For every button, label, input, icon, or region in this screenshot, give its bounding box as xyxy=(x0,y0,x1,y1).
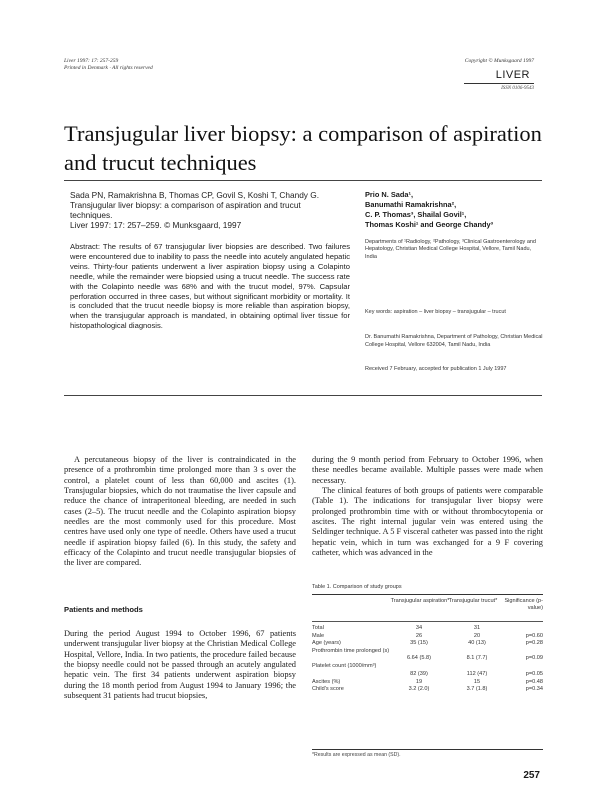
table-bottom-rule xyxy=(312,749,543,750)
citation-block xyxy=(70,190,345,230)
table-header-aspiration: Transjugular aspiration* xyxy=(390,598,450,604)
author-line: Banumathi Ramakrishna², xyxy=(365,200,457,209)
cell-trucut: 31 xyxy=(473,625,481,631)
methods-paragraph: During the period August 1994 to October 1996, 67 patients underwent transjugular liver biopsy at the Christian Medical College Hospital, Vellore, India. In two patients, the procedure failed because the biopsy needle could not be passed through an acutely angulated hepatic vein. The first 34 patients underwent aspiration biopsy during the 18 month period from August 1994 to January 1996; the subsequent 31 patients had trucut biopsies, xyxy=(64,629,296,701)
keywords: Key words: aspiration – liver biopsy – transjugular – trucut xyxy=(365,309,506,315)
table-header-rule xyxy=(312,621,543,622)
cell-aspiration: 26 xyxy=(415,632,423,639)
cell-trucut: 112 (47) xyxy=(466,670,488,677)
row-label: Child's score xyxy=(312,686,344,693)
article-title: Transjugular liver biopsy: a comparison of aspiration and trucut techniques xyxy=(64,121,542,175)
row-label: Age (years) xyxy=(312,640,341,647)
issn: ISSN 0106-9543 xyxy=(501,86,534,91)
section-heading: Patients and methods xyxy=(64,605,143,614)
author-list xyxy=(365,190,543,230)
table-header-significance: Significance (p-value) xyxy=(504,598,543,611)
body-right-column xyxy=(312,455,543,558)
row-label: Male xyxy=(312,632,325,639)
table-row xyxy=(312,648,543,663)
row-label: Ascites (%) xyxy=(312,678,341,685)
cell-trucut: 8.1 (7.7) xyxy=(466,655,488,662)
cell-significance: p=0.48 xyxy=(525,678,543,685)
journal-citation-line: Liver 1997: 17: 257-259 xyxy=(64,58,119,64)
table-row xyxy=(312,640,543,648)
table-row xyxy=(312,663,543,678)
cell-significance: p=0.09 xyxy=(525,655,543,662)
table-row xyxy=(312,686,543,694)
cell-significance: p=0.34 xyxy=(525,686,543,693)
journal-name: LIVER xyxy=(495,69,530,81)
abstract-top-rule xyxy=(64,180,542,181)
row-label: Total xyxy=(312,625,324,631)
cell-aspiration: 3.2 (2.0) xyxy=(408,686,430,693)
cell-aspiration: 82 (39) xyxy=(410,670,428,677)
citation-source: Liver 1997: 17: 257–259. © Munksgaard, 1997 xyxy=(70,220,242,230)
body-left-column xyxy=(64,455,296,569)
table-row xyxy=(312,633,543,641)
cell-aspiration: 34 xyxy=(415,625,423,631)
table-caption: Table 1. Comparison of study groups xyxy=(312,584,402,590)
right-paragraph-2: The clinical features of both groups of patients were comparable (Table 1). The indications for transjugular liver biopsy were prolonged prothrombin time with or without thrombocytopenia or ascites. The right internal jugular vein was entered using the Seldinger technique. A 5 F visceral catheter was passed into the right hepatic vein, which in turn was exchanged for a 9 F covering catheter, which was advanced in the xyxy=(312,486,543,558)
cell-significance: p=0.28 xyxy=(525,640,543,647)
cell-trucut: 15 xyxy=(473,678,481,685)
cell-trucut: 3.7 (1.8) xyxy=(466,686,488,693)
affiliation: Departments of ¹Radiology, ²Pathology, ³Clinical Gastroenterology and Hepatology, Christian Medical College Hospital, Vellore, Tamil Nadu, India xyxy=(365,239,536,260)
abstract-bottom-rule xyxy=(64,395,542,396)
citation-text: Sada PN, Ramakrishna B, Thomas CP, Govil S, Koshi T, Chandy G. Transjugular liver biopsy: a comparison of aspiration and trucut techniques. xyxy=(70,190,320,220)
cell-aspiration: 19 xyxy=(415,678,423,685)
cell-trucut: 40 (13) xyxy=(468,640,486,647)
table-body xyxy=(312,625,543,694)
copyright-line: Copyright © Munksgaard 1997 xyxy=(464,58,534,64)
table-header-trucut: Transjugular trucut* xyxy=(448,598,498,604)
printed-line: Printed in Denmark · All rights reserved xyxy=(64,65,153,71)
journal-rule xyxy=(464,83,534,84)
table-top-rule xyxy=(312,594,543,595)
row-label: Platelet count (1000/mm³) xyxy=(312,663,377,670)
received-date: Received 7 February, accepted for publication 1 July 1997 xyxy=(365,366,507,372)
cell-aspiration: 35 (15) xyxy=(410,640,428,647)
author-line: C. P. Thomas³, Shailal Govil¹, xyxy=(365,210,467,219)
correspondence: Dr. Banumathi Ramakrishna, Department of Pathology, Christian Medical College Hospital, Vellore 632004, Tamil Nadu, India xyxy=(365,334,543,348)
cell-aspiration: 6.64 (5.8) xyxy=(407,655,431,662)
abstract: Abstract: The results of 67 transjugular liver biopsies are described. Two failures were encountered due to inability to pass the needle into acutely angulated hepatic veins. Thirty-four patients underwent a liver aspiration biopsy using a Colapinto needle, while the remainder were biopsied using a trucut needle. The success rate with the Colapinto needle was 68% and with the trucut model, 97%. Capsular perforation occurred in three cases, but without significant morbidity or mortality. It is concluded that the trucut needle biopsy is more reliable than aspiration biopsy, when the transjugular approach is mandated, in obtaining optimal liver tissue for histopathological diagnosis. xyxy=(70,242,350,331)
row-label: Prothrombin time prolonged (s) xyxy=(312,647,390,654)
table-row xyxy=(312,625,543,633)
table-row xyxy=(312,679,543,687)
table-footnote: *Results are expressed as mean (SD). xyxy=(312,752,401,758)
cell-trucut: 20 xyxy=(473,632,481,639)
body-left-column-methods xyxy=(64,629,296,701)
running-header-left xyxy=(64,58,153,72)
page-number: 257 xyxy=(523,770,540,781)
cell-significance: p=0.60 xyxy=(525,632,543,639)
author-line: Prio N. Sada¹, xyxy=(365,190,414,199)
cell-significance: p=0.05 xyxy=(525,670,543,677)
right-paragraph-1: during the 9 month period from February to October 1996, when these needles became available. Multiple passes were made when necessary. xyxy=(312,455,543,485)
intro-paragraph: A percutaneous biopsy of the liver is contraindicated in the presence of a prothrombin time prolonged more than 3 s over the control, a platelet count of less than 60,000 and ascites (1). Transjugular biopsies, which do not traumatise the liver capsule and reduce the chance of intraperitoneal bleeding, are needed in such cases (2–5). The trucut needle and the Colapinto aspiration biopsy needles are the most commonly used for this procedure. Most centres have used only one type of needle. Others have used a trucut needle if aspiration biopsy failed (6). In this study, the safety and efficacy of the Colapinto and trucut needle transjugular biopsies of the liver are compared. xyxy=(64,455,296,568)
author-line: Thomas Koshi¹ and George Chandy³ xyxy=(365,220,494,229)
